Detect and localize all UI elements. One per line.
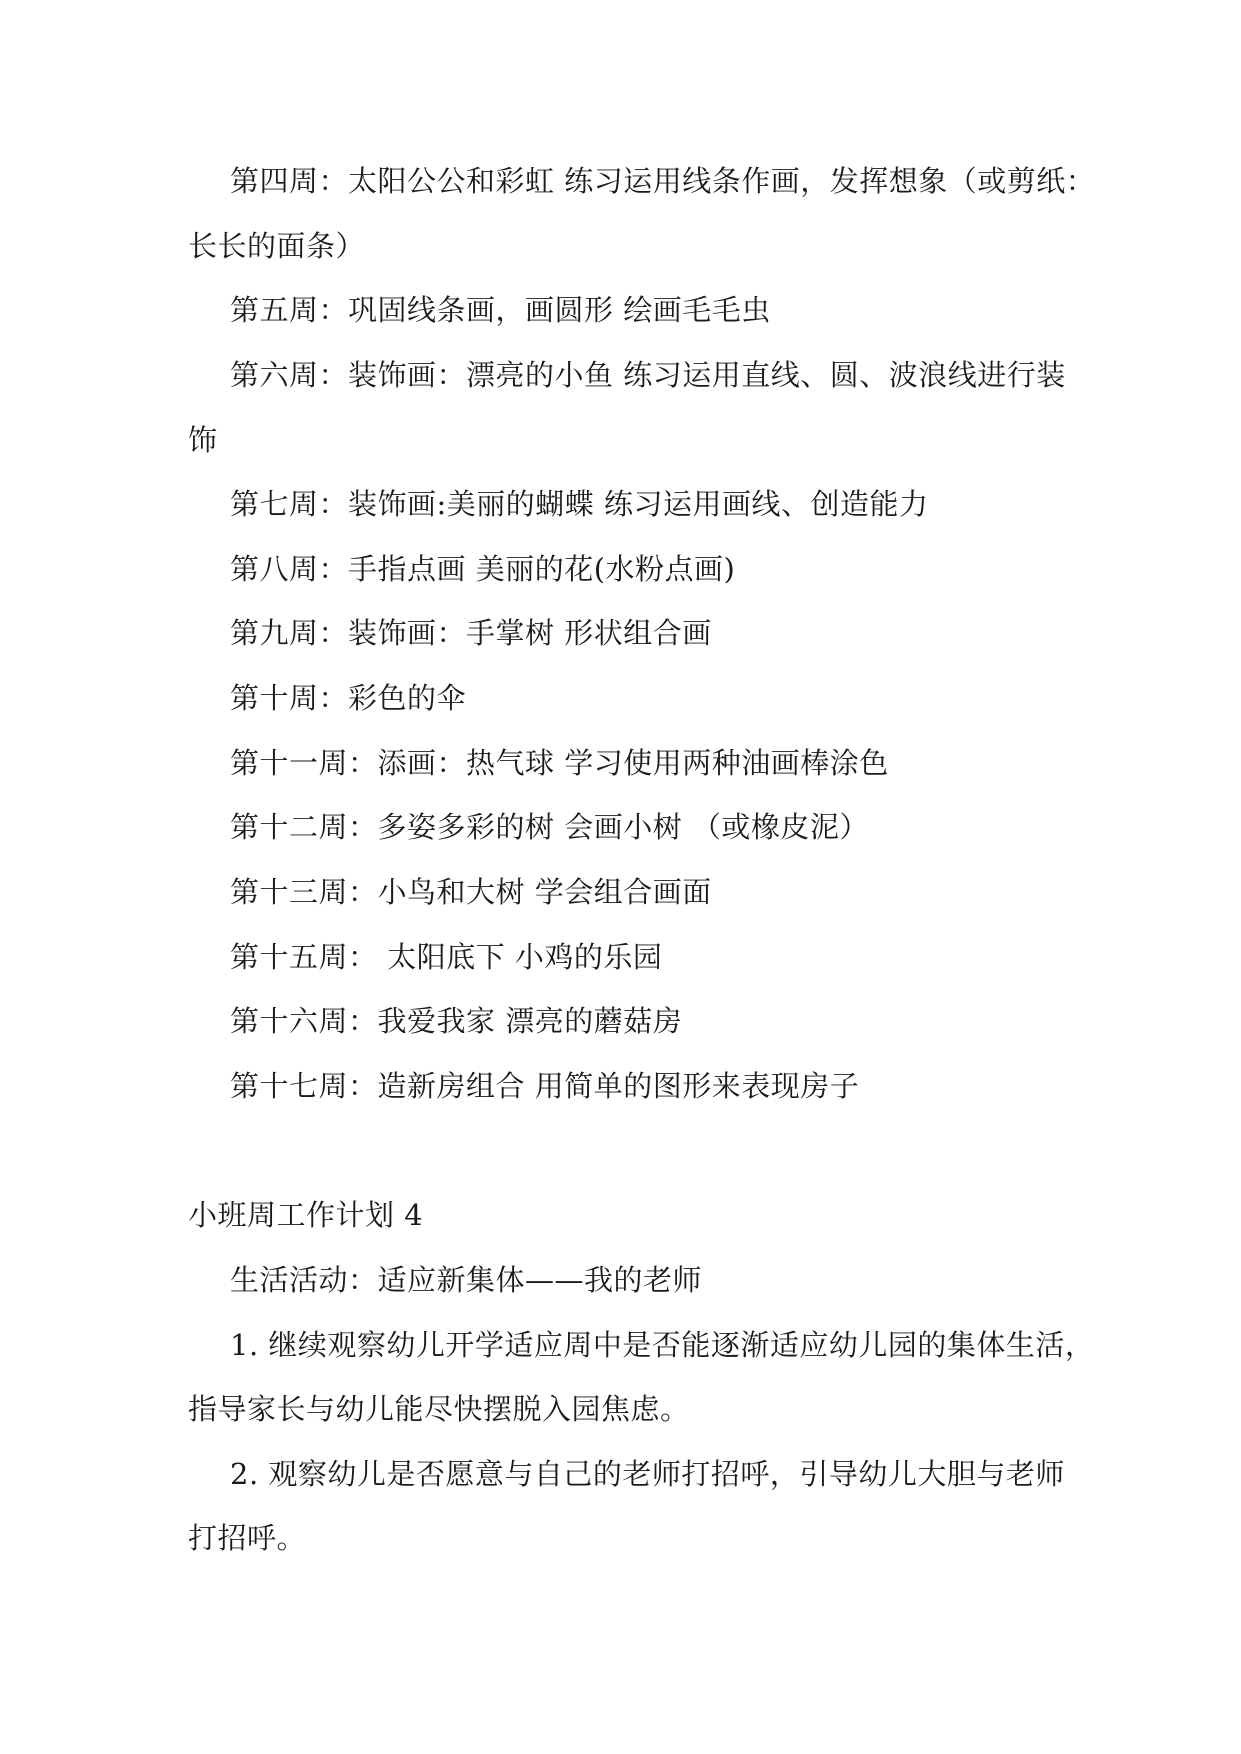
schedule-line: 第十一周：添画：热气球 学习使用两种油画棒涂色 [230, 746, 889, 780]
plan-item-1-line-1: 1. 继续观察幼儿开学适应周中是否能逐渐适应幼儿园的集体生活， [230, 1328, 1095, 1362]
section-subtitle: 生活活动：适应新集体——我的老师 [230, 1263, 703, 1297]
plan-item-2-line-2: 打招呼。 [188, 1521, 307, 1555]
schedule-line: 第九周：装饰画：手掌树 形状组合画 [230, 616, 712, 650]
schedule-line: 第十六周：我爱我家 漂亮的蘑菇房 [230, 1004, 683, 1038]
schedule-line: 第十七周：造新房组合 用简单的图形来表现房子 [230, 1069, 860, 1103]
schedule-line: 第十五周： 太阳底下 小鸡的乐园 [230, 940, 663, 974]
schedule-line: 第十三周：小鸟和大树 学会组合画面 [230, 875, 712, 909]
plan-item-2-line-1: 2. 观察幼儿是否愿意与自己的老师打招呼，引导幼儿大胆与老师 [230, 1457, 1065, 1491]
section-title: 小班周工作计划 4 [188, 1198, 424, 1232]
plan-item-1-line-2: 指导家长与幼儿能尽快摆脱入园焦虑。 [188, 1392, 690, 1426]
schedule-line: 第十二周：多姿多彩的树 会画小树 （或橡皮泥） [230, 810, 869, 844]
schedule-line: 饰 [188, 423, 218, 457]
schedule-line: 第四周：太阳公公和彩虹 练习运用线条作画，发挥想象（或剪纸： [230, 164, 1096, 198]
schedule-line: 长长的面条） [188, 229, 366, 263]
schedule-line: 第八周：手指点画 美丽的花(水粉点画) [230, 552, 736, 586]
schedule-line: 第六周：装饰画：漂亮的小鱼 练习运用直线、圆、波浪线进行装 [230, 358, 1066, 392]
schedule-line: 第十周：彩色的伞 [230, 681, 467, 715]
schedule-line: 第五周：巩固线条画，画圆形 绘画毛毛虫 [230, 293, 771, 327]
schedule-line: 第七周：装饰画:美丽的蝴蝶 练习运用画线、创造能力 [230, 487, 929, 521]
